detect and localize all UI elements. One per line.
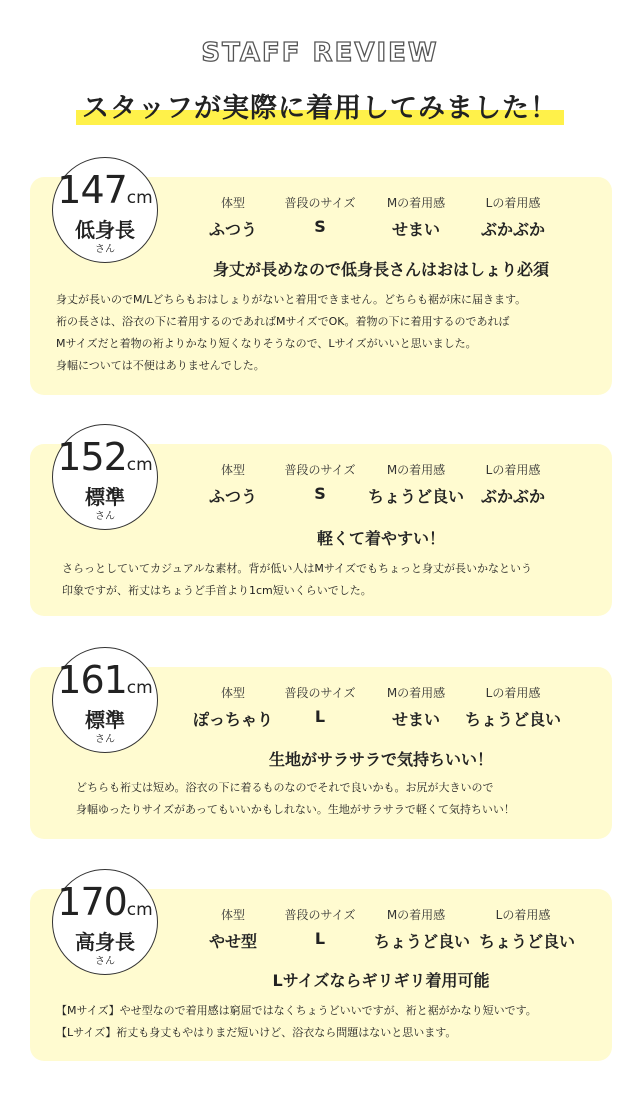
review-text-line: どちらも裄丈は短め。浴衣の下に着るものなのでそれで良いかも。お尻が大きいので bbox=[76, 781, 494, 794]
review-text bbox=[56, 289, 526, 377]
value-usual-size: L bbox=[314, 707, 326, 726]
review-title: 軽くて着やすい！ bbox=[316, 529, 445, 548]
height-unit: cm bbox=[126, 900, 153, 920]
section-title-jp-wrap bbox=[0, 86, 640, 125]
height-badge bbox=[52, 157, 158, 263]
value-usual-size: L bbox=[314, 929, 326, 948]
review-card-4 bbox=[30, 880, 612, 1061]
label-body-type: 体型 bbox=[220, 463, 245, 477]
review-text-line: 身幅については不便はありませんでした。 bbox=[56, 359, 265, 372]
value-l-fit: ぶかぶか bbox=[480, 487, 545, 506]
review-text-line: さらっとしていてカジュアルな素材。背が低い人はMサイズでもちょっと身丈が長いかなという bbox=[62, 562, 532, 575]
label-m-fit: Mの着用感 bbox=[386, 463, 446, 477]
section-title-jp: スタッフが実際に着用してみました！ bbox=[76, 86, 564, 125]
section-title-en: STAFF REVIEW bbox=[201, 38, 439, 68]
value-m-fit: せまい bbox=[391, 710, 440, 729]
height-badge bbox=[52, 869, 158, 975]
label-body-type: 体型 bbox=[220, 196, 245, 210]
review-text-line: 【Mサイズ】やせ型なので着用感は窮屈ではなくちょうどいいですが、裄と裾がかなり短いです。 bbox=[56, 1004, 537, 1017]
height-value bbox=[53, 168, 157, 212]
review-text bbox=[56, 1000, 537, 1044]
review-card-1 bbox=[30, 168, 612, 395]
label-usual-size: 普段のサイズ bbox=[284, 463, 356, 477]
value-body-type: やせ型 bbox=[208, 932, 257, 951]
height-unit: cm bbox=[126, 455, 153, 475]
review-card-2 bbox=[30, 435, 612, 616]
review-title: 身丈が長めなので低身長さんはおはしょり必須 bbox=[212, 260, 549, 279]
review-card-3 bbox=[30, 658, 612, 839]
height-badge bbox=[52, 647, 158, 753]
label-m-fit: Mの着用感 bbox=[386, 196, 446, 210]
review-text-line: 【Lサイズ】裄丈も身丈もやはりまだ短いけど、浴衣なら問題はないと思います。 bbox=[56, 1026, 457, 1039]
height-number: 161 bbox=[57, 658, 127, 702]
value-l-fit: ちょうど良い bbox=[464, 710, 561, 729]
review-text-line: Mサイズだと着物の裄よりかなり短くなりそうなので、Lサイズがいいと思いました。 bbox=[56, 337, 477, 350]
label-usual-size: 普段のサイズ bbox=[284, 686, 356, 700]
body-height-type: 標準 bbox=[85, 708, 125, 732]
value-m-fit: せまい bbox=[391, 220, 440, 239]
value-l-fit: ちょうど良い bbox=[478, 932, 575, 951]
value-usual-size: S bbox=[314, 217, 326, 236]
label-l-fit: Lの着用感 bbox=[485, 196, 541, 210]
body-height-type: 高身長 bbox=[75, 930, 135, 954]
height-unit: cm bbox=[126, 678, 153, 698]
label-usual-size: 普段のサイズ bbox=[284, 908, 356, 922]
label-l-fit: Lの着用感 bbox=[495, 908, 551, 922]
label-body-type: 体型 bbox=[220, 686, 245, 700]
height-number: 170 bbox=[57, 880, 127, 924]
honorific: さん bbox=[95, 511, 115, 522]
height-unit: cm bbox=[126, 188, 153, 208]
height-value bbox=[53, 880, 157, 924]
label-l-fit: Lの着用感 bbox=[485, 463, 541, 477]
height-value bbox=[53, 435, 157, 479]
value-l-fit: ぶかぶか bbox=[480, 220, 545, 239]
review-text-line: 身幅ゆったりサイズがあってもいいかもしれない。生地がサラサラで軽くて気持ちいい！ bbox=[76, 803, 515, 816]
label-l-fit: Lの着用感 bbox=[485, 686, 541, 700]
label-m-fit: Mの着用感 bbox=[386, 686, 446, 700]
review-text bbox=[62, 558, 532, 602]
value-body-type: ぽっちゃり bbox=[192, 710, 273, 729]
label-m-fit: Mの着用感 bbox=[386, 908, 446, 922]
height-value bbox=[53, 658, 157, 702]
value-m-fit: ちょうど良い bbox=[373, 932, 470, 951]
review-title: Lサイズならギリギリ着用可能 bbox=[272, 971, 490, 990]
label-body-type: 体型 bbox=[220, 908, 245, 922]
review-text bbox=[76, 777, 515, 821]
review-text-line: 印象ですが、裄丈はちょうど手首より1cm短いくらいでした。 bbox=[62, 584, 372, 597]
value-body-type: ふつう bbox=[208, 487, 257, 506]
body-height-type: 標準 bbox=[85, 485, 125, 509]
body-height-type: 低身長 bbox=[75, 218, 135, 242]
label-usual-size: 普段のサイズ bbox=[284, 196, 356, 210]
honorific: さん bbox=[95, 956, 115, 967]
review-text-line: 身丈が長いのでM/Lどちらもおはしょりがないと着用できません。どちらも裾が床に届きます。 bbox=[56, 293, 527, 306]
review-text-line: 裄の長さは、浴衣の下に着用するのであればMサイズでOK。着物の下に着用するのであれば bbox=[56, 315, 510, 328]
value-usual-size: S bbox=[314, 484, 326, 503]
value-body-type: ふつう bbox=[208, 220, 257, 239]
height-number: 152 bbox=[57, 435, 127, 479]
value-m-fit: ちょうど良い bbox=[367, 487, 464, 506]
review-title: 生地がサラサラで気持ちいい！ bbox=[268, 750, 493, 769]
height-number: 147 bbox=[57, 168, 127, 212]
honorific: さん bbox=[95, 734, 115, 745]
honorific: さん bbox=[95, 244, 115, 255]
height-badge bbox=[52, 424, 158, 530]
